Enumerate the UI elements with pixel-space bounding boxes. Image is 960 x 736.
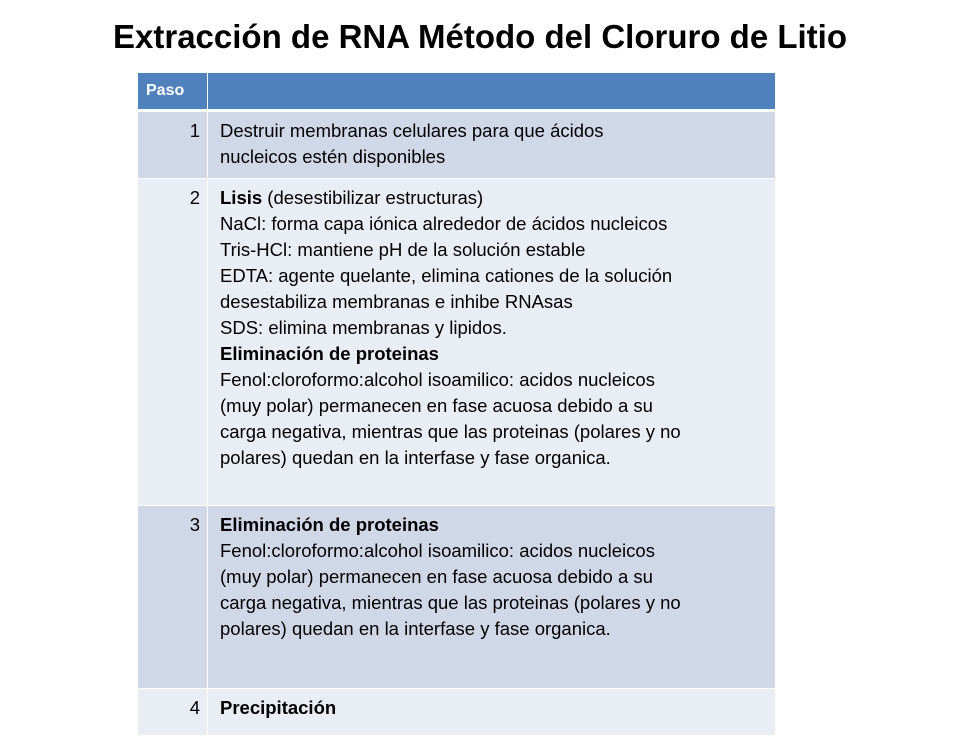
step-description <box>208 111 776 179</box>
table-row <box>138 111 776 179</box>
description-line: Fenol:cloroformo:alcohol isoamilico: acidos nucleicos <box>220 540 655 561</box>
table-row <box>138 506 776 689</box>
description-line: polares) quedan en la interfase y fase organica. <box>220 618 611 639</box>
step-number: 4 <box>138 689 208 736</box>
step-description <box>208 506 776 689</box>
step-description <box>208 689 776 736</box>
description-line: (muy polar) permanecen en fase acuosa debido a su <box>220 566 653 587</box>
description-line: desestabiliza membranas e inhibe RNAsas <box>220 291 573 312</box>
slide-title: Extracción de RNA Método del Cloruro de Litio <box>113 18 847 55</box>
section-heading: Lisis <box>220 187 263 208</box>
description-line: Destruir membranas celulares para que ácidos <box>220 120 604 141</box>
heading-note: (desestibilizar estructuras) <box>262 187 484 208</box>
header-description <box>208 73 776 111</box>
step-number: 3 <box>138 506 208 689</box>
header-step: Paso <box>138 73 208 111</box>
description-line: (muy polar) permanecen en fase acuosa debido a su <box>220 395 653 416</box>
steps-table <box>137 72 776 736</box>
step-number: 2 <box>138 179 208 506</box>
description-line: SDS: elimina membranas y lipidos. <box>220 317 507 338</box>
step-number: 1 <box>138 111 208 179</box>
description-line: polares) quedan en la interfase y fase organica. <box>220 447 611 468</box>
description-line: NaCl: forma capa iónica alrededor de ácidos nucleicos <box>220 213 668 234</box>
table-row <box>138 179 776 506</box>
description-line: carga negativa, mientras que las proteinas (polares y no <box>220 421 681 442</box>
table-row <box>138 689 776 736</box>
section-heading: Eliminación de proteinas <box>220 343 439 364</box>
description-line <box>220 185 769 211</box>
description-line: carga negativa, mientras que las proteinas (polares y no <box>220 592 681 613</box>
description-line: Fenol:cloroformo:alcohol isoamilico: acidos nucleicos <box>220 369 655 390</box>
description-line: Tris-HCl: mantiene pH de la solución estable <box>220 239 586 260</box>
description-line: nucleicos estén disponibles <box>220 146 446 167</box>
table-header-row <box>138 73 776 111</box>
description-line: EDTA: agente quelante, elimina cationes de la solución <box>220 265 673 286</box>
step-description <box>208 179 776 506</box>
section-heading: Precipitación <box>220 697 337 718</box>
section-heading: Eliminación de proteinas <box>220 514 439 535</box>
